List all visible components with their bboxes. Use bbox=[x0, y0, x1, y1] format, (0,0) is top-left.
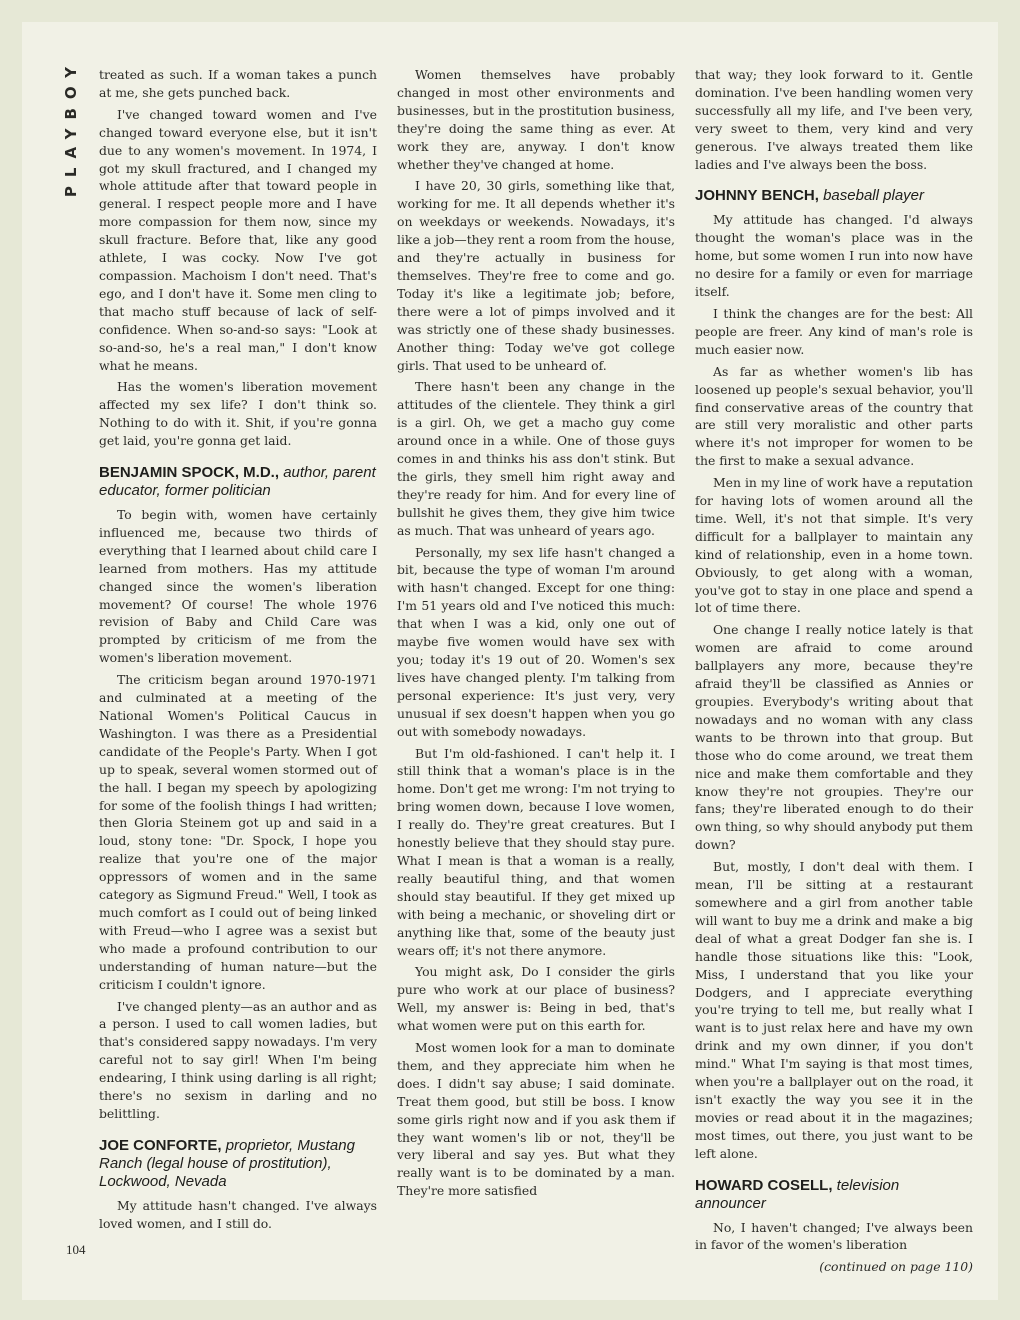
paragraph: Personally, my sex life hasn't changed a bit, because the type of woman I'm around with hasn't changed. Except for one thing: I'm 51 years old and I've noticed this much: that when I was a kid, only one out of maybe five women would have sex with you; today it's 19 out of 20. Women's sex lives have changed plenty. I'm talking from personal experience: It's just very, very unusual if sex doesn't happen when you go out with somebody nowadays. bbox=[397, 544, 675, 739]
paragraph: But, mostly, I don't deal with them. I mean, I'll be sitting at a restaurant somewhere and a girl from another table will want to buy me a drink and make a big deal of what a great Dodger fan she is. I handle those situations like this: "Look, Miss, I understand that you like your Dodgers, and I appreciate everything you're trying to tell me, but really what I want is to just relax here and have my own drink and my own dinner, if you don't mind." What I'm saying is that most times, when you're a ballplayer out on the road, it isn't exactly the way you see it in the movies or read about it in the magazines; most times, out there, you just want to be left alone. bbox=[695, 859, 973, 1161]
paragraph: Most women look for a man to dominate them, and they appreciate him when he does. I didn't say abuse; I said dominate. Treat them good, but still be boss. I know some girls right now and if you ask them if they want women's lib or not, they'll be very liberal and say yes. But what they really want is to be dominated by a man. They're more satisfied bbox=[397, 1040, 675, 1199]
heading-name: JOHNNY BENCH, bbox=[695, 187, 819, 205]
paragraph: My attitude has changed. I'd always thought the woman's place was in the home, but some women I run into now have no desire for a family or even for marriage itself. bbox=[695, 212, 973, 300]
heading-title: television announcer bbox=[695, 1176, 900, 1212]
paragraph: treated as such. If a woman takes a punch at me, she gets punched back. bbox=[99, 67, 377, 100]
paragraph: No, I haven't changed; I've always been in favor of the women's liberation bbox=[695, 1219, 973, 1253]
paragraph: To begin with, women have certainly influenced me, because two thirds of everything that I learned about child care I learned from mothers. Has my attitude changed since the women's liberation movement? Of course! The whole 1976 revision of Baby and Child Care was prompted by criticism of me from the women's liberation movement. bbox=[99, 507, 377, 666]
heading-title: baseball player bbox=[823, 187, 924, 205]
page-number: 104 bbox=[66, 1242, 86, 1257]
heading-name: BENJAMIN SPOCK, M.D., bbox=[99, 464, 280, 482]
section-heading-cosell bbox=[695, 1177, 973, 1213]
paragraph: Women themselves have probably changed in most other environments and businesses, but in the prostitution business, they're doing the same thing as ever. At work they are, anyway. I don't know whether they've changed at home. bbox=[397, 67, 675, 172]
column-3 bbox=[695, 66, 973, 1280]
paragraph: There hasn't been any change in the attitudes of the clientele. They think a girl is a girl. Oh, we get a macho guy come around once in a while. One of those guys comes in and thinks his ass don't stink. But the girls, they smell him right away and they're ready for him. And for every line of bullshit he gives them, they give him twice as much. That was unheard of years ago. bbox=[397, 379, 675, 538]
continued-note: (continued on page 110) bbox=[819, 1259, 973, 1275]
paragraph: that way; they look forward to it. Gentle domination. I've been handling women very successfully all my life, and I've been very, very sweet to them, very kind and very generous. I've always treated them like ladies and I've always been the boss. bbox=[695, 67, 973, 172]
section-heading-conforte bbox=[99, 1137, 377, 1191]
paragraph: I have 20, 30 girls, something like that, working for me. It all depends whether it's on weekdays or weekends. Nowadays, it's like a job—they rent a room from the house, and they're actually in business for themselves. They're free to come and go. Today it's like a legitimate job; before, there were a lot of pimps involved and it was strictly one of these shady businesses. Another thing: Today we've got college girls. That used to be unheard of. bbox=[397, 178, 675, 373]
paragraph: Has the women's liberation movement affected my sex life? I don't think so. Nothing to do with it. Shit, if you're gonna get laid, you're gonna get laid. bbox=[99, 379, 377, 449]
paragraph: As far as whether women's lib has loosened up people's sexual behavior, you'll find conservative areas of the country that are still very moralistic and other parts where it's not improper for women to be the first to make a sexual advance. bbox=[695, 363, 973, 469]
paragraph: I've changed plenty—as an author and as a person. I used to call women ladies, but that's considered sappy nowadays. I'm very careful not to say girl! When I'm being endearing, I think using darling is all right; there's no sexism in darling and no belittling. bbox=[99, 998, 377, 1121]
heading-title: author, parent educator, former politician bbox=[99, 464, 376, 500]
section-heading-spock bbox=[99, 464, 377, 500]
magazine-name: PLAYBOY bbox=[62, 58, 80, 198]
column-2 bbox=[397, 66, 675, 1204]
paragraph: I've changed toward women and I've changed toward everyone else, but it isn't due to any women's movement. In 1974, I got my skull fractured, and I changed my whole attitude after that toward people in general. I respect people more and I have more compassion for them now, since my skull fracture. Before that, like any good athlete, I was cocky. Now I've got compassion. Machoism I don't need. That's ego, and I don't have it. Some men cling to that macho stuff because of lack of self-confidence. When so-and-so says: "Look at so-and-so, he's a real man," I don't know what he means. bbox=[99, 106, 377, 373]
paragraph: One change I really notice lately is that women are afraid to come around ballplayers any more, because they're afraid they'll be classified as Annies or groupies. Everybody's writing about that nowadays and no woman with any class wants to be thrown into that group. But those who do come around, we treat them nice and make them comfortable and they know they're not groupies. They're our fans; they're liberated enough to do their own thing, so why should anybody put them down? bbox=[695, 622, 973, 853]
paragraph: My attitude hasn't changed. I've always loved women, and I still do. bbox=[99, 1197, 377, 1231]
heading-name: HOWARD COSELL, bbox=[695, 1176, 833, 1194]
paragraph: The criticism began around 1970-1971 and culminated at a meeting of the National Women's Political Caucus in Washington. I was there as a Presidential candidate of the People's Party. When I got up to speak, several women stormed out of the hall. I began my speech by apologizing for some of the foolish things I had written; then Gloria Steinem got up and said in a loud, stony tone: "Dr. Spock, I hope you realize that you're one of the major oppressors of women and in the same category as Sigmund Freud." Well, I took as much comfort as I could out of being linked with Freud—who I agree was a sexist but who made a profound contribution to our understanding of human nature—but the criticism I couldn't ignore. bbox=[99, 672, 377, 992]
section-heading-bench bbox=[695, 187, 973, 205]
heading-title: proprietor, Mustang Ranch (legal house of prostitution), Lockwood, Nevada bbox=[99, 1136, 355, 1190]
column-1 bbox=[99, 66, 377, 1237]
paragraph: But I'm old-fashioned. I can't help it. I still think that a woman's place is in the home. Don't get me wrong: I'm not trying to bring women down, because I love women, I really do. They're great creatures. But I honestly believe that they should stay pure. What I mean is that a woman is a really, really beautiful thing, and that women should stay beautiful. If they get mixed up with being a mechanic, or shoveling dirt or anything like that, some of the beauty just wears off; it's not there anymore. bbox=[397, 745, 675, 958]
paragraph: Men in my line of work have a reputation for having lots of women around all the time. Well, it's not that simple. It's very difficult for a ballplayer to maintain any kind of relationship, even in a home town. Obviously, to get along with a woman, you've got to stay in one place and spend a lot of time there. bbox=[695, 475, 973, 616]
heading-name: JOE CONFORTE, bbox=[99, 1136, 222, 1154]
paragraph: You might ask, Do I consider the girls pure who work at our place of business? Well, my answer is: Being in bed, that's what women were put on this earth for. bbox=[397, 964, 675, 1034]
paragraph: I think the changes are for the best: All people are freer. Any kind of man's role is much easier now. bbox=[695, 305, 973, 357]
